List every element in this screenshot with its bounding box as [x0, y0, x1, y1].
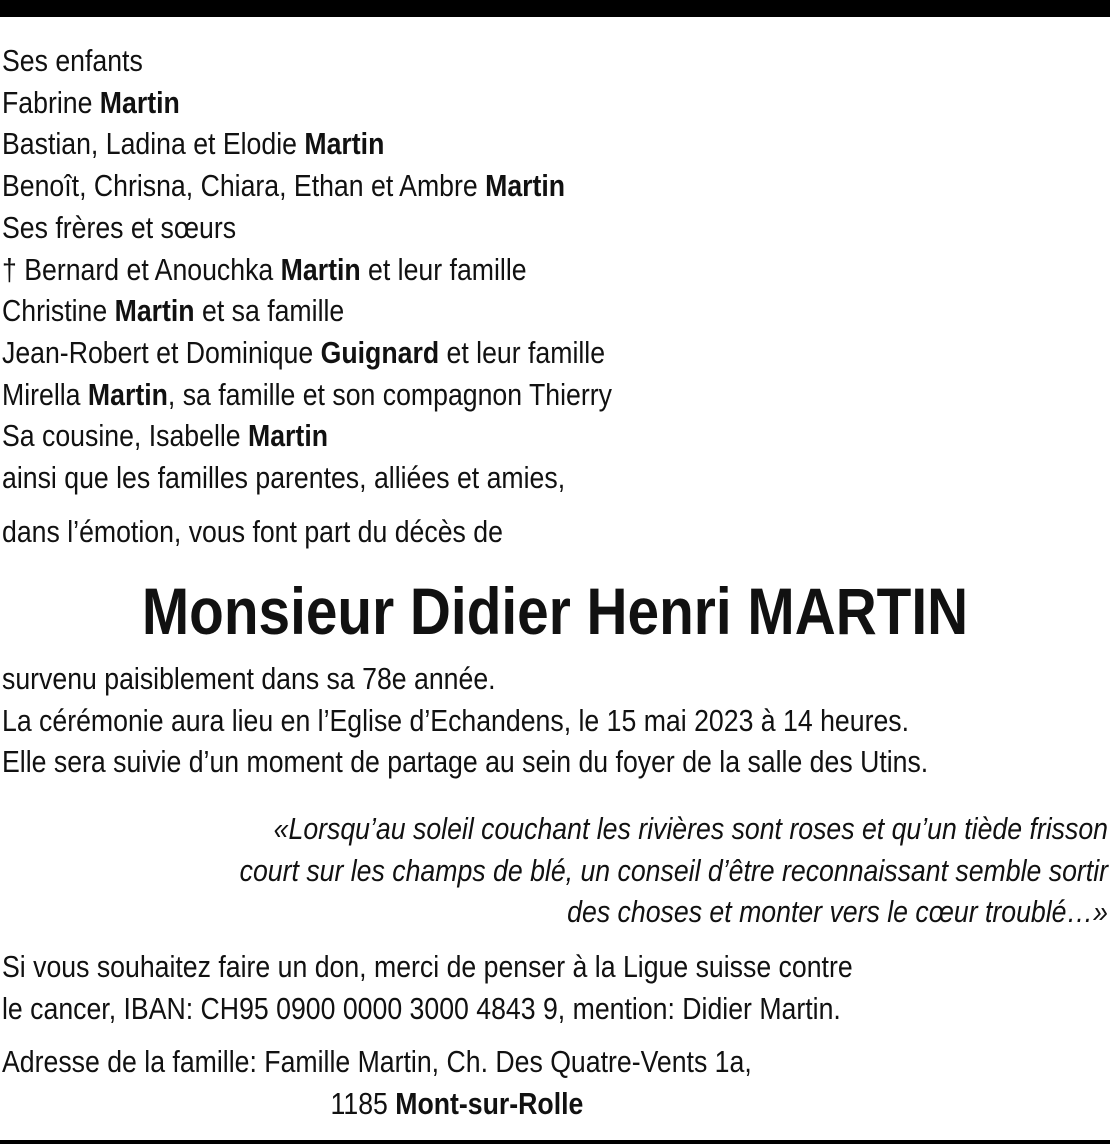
siblings-heading: Ses frères et sœurs [2, 209, 237, 245]
surname: Martin [87, 376, 168, 412]
cousin-line [2, 415, 953, 457]
ceremony-details [2, 658, 1108, 783]
surname: Guignard [320, 334, 440, 370]
age-line: survenu paisiblement dans sa 78e année. [2, 661, 496, 696]
sibling-line [2, 249, 953, 291]
sibling-line [2, 332, 953, 374]
quote-block [8, 808, 1108, 933]
donation-and-address [2, 946, 1108, 1125]
top-rule [0, 0, 1110, 17]
sibling-line [2, 374, 953, 416]
first-names: Benoît, Chrisna, Chiara, Ethan et Ambre [2, 168, 486, 204]
first-names: Bastian, Ladina et Elodie [2, 126, 305, 162]
child-line [2, 82, 953, 124]
surname: Martin [280, 251, 361, 287]
postcode: 1185 [330, 1086, 396, 1122]
child-line [2, 165, 953, 207]
child-line [2, 123, 953, 165]
bottom-rule [0, 1140, 1110, 1144]
quote-line: court sur les champs de blé, un conseil d’être reconnaissant semble sortir [239, 852, 1109, 888]
deceased-name: Monsieur Didier Henri MARTIN [141, 574, 969, 648]
announcement-line: dans l’émotion, vous font part du décès de [2, 513, 503, 549]
surname: Martin [114, 293, 195, 329]
first-names: Sa cousine, Isabelle [2, 418, 249, 454]
quote-line: des choses et monter vers le cœur troublé…» [567, 894, 1108, 930]
family-note: et leur famille [360, 251, 527, 287]
family-list [2, 40, 1108, 552]
surname: Martin [485, 168, 566, 204]
donation-line: Si vous souhaitez faire un don, merci de penser à la Ligue suisse contre [2, 949, 853, 984]
children-heading: Ses enfants [2, 43, 143, 78]
family-note: et sa famille [194, 293, 345, 329]
ceremony-line: La cérémonie aura lieu en l’Eglise d’Echandens, le 15 mai 2023 à 14 heures. [2, 702, 910, 738]
family-note: et leur famille [439, 334, 606, 370]
surname: Martin [99, 84, 180, 120]
address-line: Adresse de la famille: Famille Martin, Ch. Des Quatre-Vents 1a, [2, 1044, 752, 1080]
family-note: , sa famille et son compagnon Thierry [167, 376, 612, 412]
first-names: Mirella [2, 376, 88, 412]
sibling-line [2, 290, 953, 332]
surname: Martin [248, 418, 329, 454]
address-town-line [2, 1083, 953, 1125]
first-names: † Bernard et Anouchka [2, 251, 281, 287]
quote-line: «Lorsqu’au soleil couchant les rivières sont roses et qu’un tiède frisson [273, 811, 1108, 846]
first-names: Christine [2, 293, 115, 329]
reception-line: Elle sera suivie d’un moment de partage au sein du foyer de la salle des Utins. [2, 744, 929, 780]
surname: Martin [304, 126, 385, 162]
town: Mont-sur-Rolle [395, 1086, 584, 1122]
first-names: Jean-Robert et Dominique [2, 334, 321, 370]
extended-families-line: ainsi que les familles parentes, alliées et amies, [2, 460, 566, 496]
donation-line: le cancer, IBAN: CH95 0900 0000 3000 4843 9, mention: Didier Martin. [2, 990, 841, 1026]
first-names: Fabrine [2, 84, 100, 120]
